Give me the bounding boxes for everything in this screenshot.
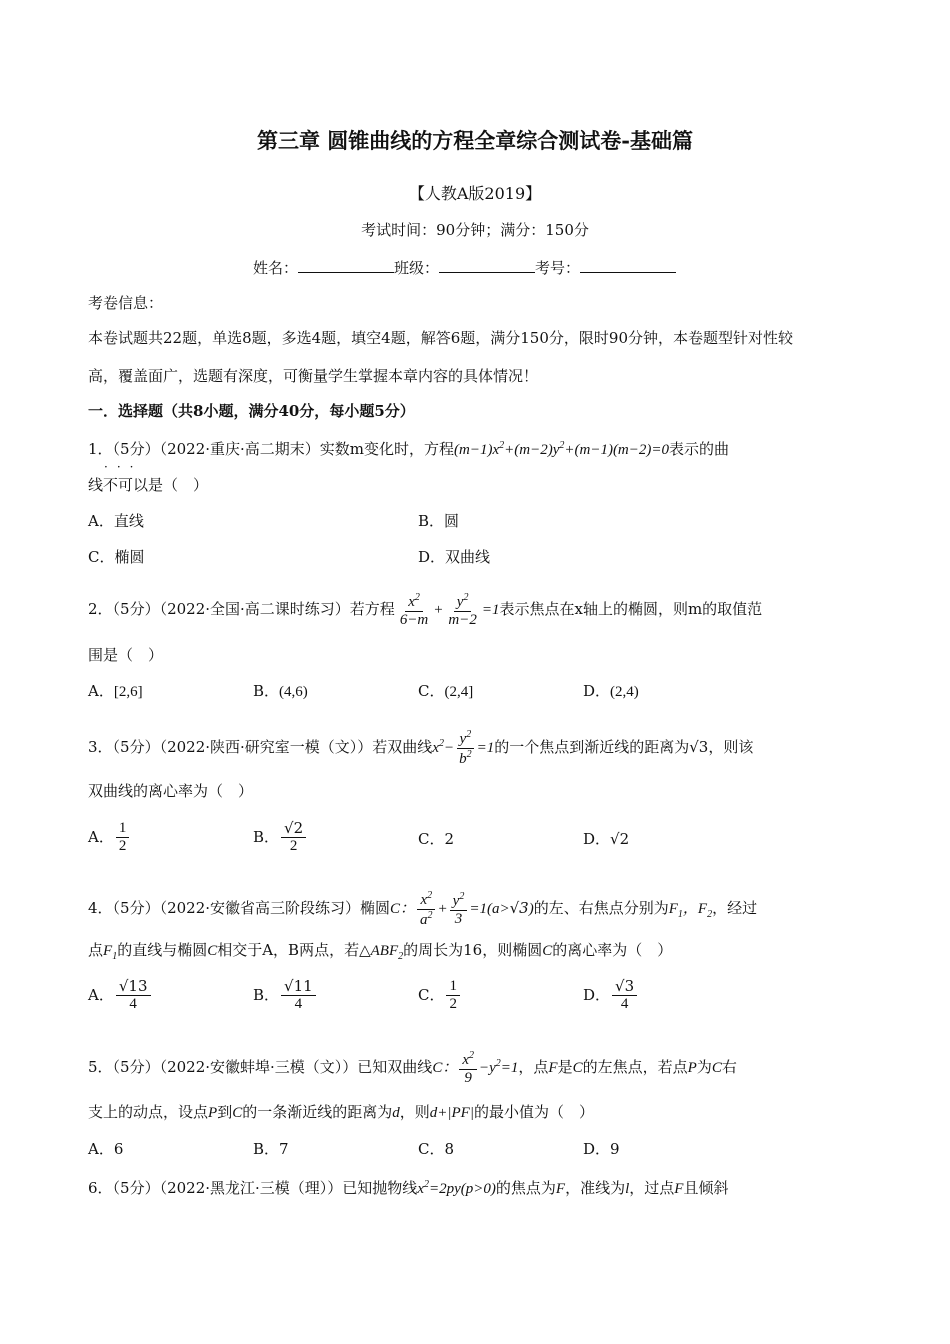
question-1 xyxy=(88,436,729,460)
q5-equation: C： $\frac{x^2}{9}$ $-y^2=1$ xyxy=(432,1050,519,1087)
q3-sqrt3: √3 xyxy=(689,738,709,757)
q6-equation: $x^2=2py(p>0)$ xyxy=(417,1179,496,1197)
q3-option-a[interactable]: A． $\frac{1}{2}$ xyxy=(88,820,131,856)
q5-line-2: 支上的动点，设点P到C的一条渐近线的距离为d，则d+|PF|的最小值为（ ） xyxy=(88,1103,594,1121)
q1-option-b[interactable]: B．圆 xyxy=(418,512,460,530)
q3-equation: $x^2-$ $\frac{y^2}{b^2}$ =1 xyxy=(432,729,495,768)
q5-option-b[interactable]: B．7 xyxy=(253,1140,289,1158)
q3-option-c[interactable]: C．2 xyxy=(418,830,455,848)
info-heading: 考卷信息： xyxy=(88,294,164,312)
info-line-1: 本卷试题共22题，单选8题，多选4题，填空4题，解答6题，满分150分，限时90分钟，本卷题型针对性较 xyxy=(88,329,793,347)
emphasis-dots: ··· xyxy=(104,460,143,474)
q5-option-a[interactable]: A．6 xyxy=(88,1140,124,1158)
exam-info: 考试时间：90分钟；满分：150分 xyxy=(361,221,589,239)
id-field[interactable] xyxy=(580,258,676,273)
q6-text: 6．（5分）（2022·黑龙江·三模（理））已知抛物线 xyxy=(88,1179,418,1197)
page-title: 第三章 圆锥曲线的方程全章综合测试卷-基础篇 xyxy=(256,128,694,153)
question-3: 3．（5分）（2022·陕西·研究室一模（文））若双曲线$x^2-$ $\frac{y^2}{b^2}$ =1的一个焦点到渐近线的距离为√3，则该 xyxy=(88,729,754,768)
q4-line-2: 点$F_1$的直线与椭圆C相交于A，B两点，若$\triangle ABF_2$的周长为16，则椭圆C的离心率为（ ） xyxy=(88,941,673,962)
q1-text-end: 表示的曲 xyxy=(669,440,730,458)
question-4: 4．（5分）（2022·安徽省高三阶段练习）椭圆C： $\frac{x^2}{a^2}$ + $\frac{y^2}{3}$ =1(a>√3)的左、右焦点分别为$F_1$，$F_2$，经过 xyxy=(88,890,758,929)
info-line-2: 高，覆盖面广，选题有深度，可衡量学生掌握本章内容的具体情况！ xyxy=(88,367,539,385)
id-label: 考号： xyxy=(535,259,581,277)
name-label: 姓名： xyxy=(253,259,299,277)
q1-text: 1．（5分）（2022·重庆·高二期末）实数m变化时，方程 xyxy=(88,440,455,458)
q1-option-d[interactable]: D．双曲线 xyxy=(418,548,491,566)
question-6: 6．（5分）（2022·黑龙江·三模（理））已知抛物线$x^2=2py(p>0)$的焦点为F，准线为l，过点F且倾斜 xyxy=(88,1179,729,1197)
question-5: 5．（5分）（2022·安徽蚌埠·三模（文））已知双曲线C： $\frac{x^2}{9}$ $-y^2=1$，点F是C的左焦点，若点P为C右 xyxy=(88,1050,737,1087)
q4-option-d[interactable]: D． $\frac{√3}{4}$ xyxy=(583,978,639,1014)
q5-text: 5．（5分）（2022·安徽蚌埠·三模（文））已知双曲线 xyxy=(88,1058,433,1077)
q2-line-2: 围是（ ） xyxy=(88,646,164,664)
q2-option-a[interactable]: A．[2,6] xyxy=(88,682,143,700)
q5-option-d[interactable]: D．9 xyxy=(583,1140,620,1158)
q2-text-end: 表示焦点在x轴上的椭圆，则m的取值范 xyxy=(499,600,763,619)
q2-option-d[interactable]: D．(2,4) xyxy=(583,682,639,700)
section-heading: 一．选择题（共8小题，满分40分，每小题5分） xyxy=(88,402,415,420)
q2-option-b[interactable]: B．(4,6) xyxy=(253,682,308,700)
q1-option-c[interactable]: C．椭圆 xyxy=(88,548,145,566)
q3-line-2: 双曲线的离心率为（ ） xyxy=(88,782,254,800)
name-field[interactable] xyxy=(298,258,394,273)
q2-option-c[interactable]: C．(2,4] xyxy=(418,682,474,700)
question-2 xyxy=(88,592,762,630)
q2-equation: $\frac{x^2}{6-m}$ + $\frac{y^2}{m-2}$ =1 xyxy=(399,592,500,629)
q3-option-d[interactable]: D．√2 xyxy=(583,830,630,848)
q4-option-b[interactable]: B． $\frac{√11}{4}$ xyxy=(253,978,318,1014)
student-info-row xyxy=(253,258,676,278)
q2-text: 2．（5分）（2022·全国·高二课时练习）若方程 xyxy=(88,600,395,619)
q1-option-a[interactable]: A．直线 xyxy=(88,512,144,530)
class-label: 班级： xyxy=(394,259,440,277)
q3-text: 3．（5分）（2022·陕西·研究室一模（文））若双曲线 xyxy=(88,738,433,757)
q1-line-2: 线不可以是（ ） xyxy=(88,476,209,494)
edition-label: 【人教A版2019】 xyxy=(408,184,542,203)
q4-option-a[interactable]: A． $\frac{√13}{4}$ xyxy=(88,978,153,1014)
class-field[interactable] xyxy=(439,258,535,273)
q4-equation: C： $\frac{x^2}{a^2}$ + $\frac{y^2}{3}$ =1(a>√3) xyxy=(390,890,534,929)
q4-text: 4．（5分）（2022·安徽省高三阶段练习）椭圆 xyxy=(88,899,391,918)
q3-option-b[interactable]: B． $\frac{√2}{2}$ xyxy=(253,820,308,856)
q4-option-c[interactable]: C． $\frac{1}{2}$ xyxy=(418,978,462,1014)
q5-option-c[interactable]: C．8 xyxy=(418,1140,455,1158)
q1-equation: $(m-1)x^2+(m-2)y^2+(m-1)(m-2)=0$ xyxy=(454,440,670,458)
